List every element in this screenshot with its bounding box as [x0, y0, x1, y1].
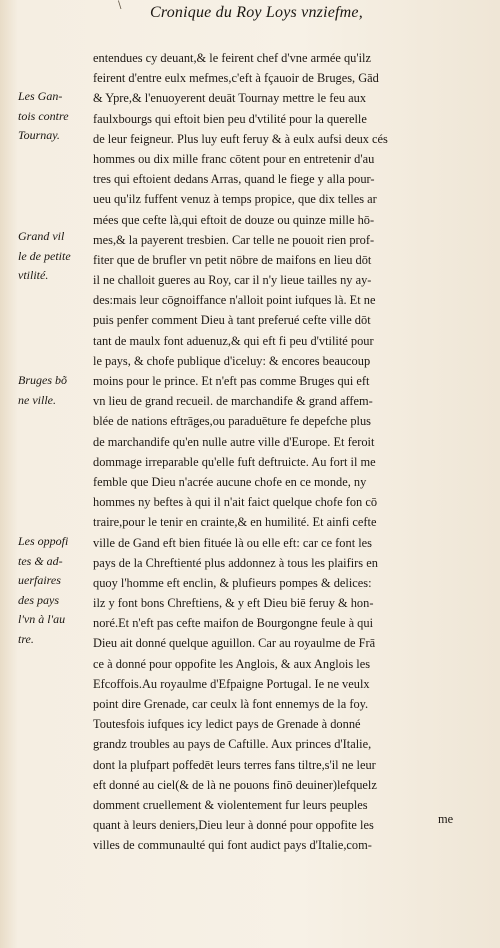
- margin-note-line: l'vn à l'au: [18, 612, 66, 626]
- text-line: fiter que de brufler vn petit nōbre de maifons en lieu dōt: [93, 252, 372, 267]
- text-line: Dieu ait donné quelque aguillon. Car au royaulme de Frā: [93, 636, 376, 651]
- text-line: ce à donné pour oppofite les Anglois, & aux Anglois les: [93, 656, 371, 671]
- text-line: moins pour le prince. Et n'eft pas comme Bruges qui eft: [93, 374, 370, 388]
- text-line: hommes ny beftes à qui il n'ait faict quelque chofe fon cō: [93, 495, 378, 510]
- margin-note-line: Tournay.: [18, 128, 60, 142]
- margin-note-line: tois contre: [18, 108, 69, 123]
- margin-note-line: Bruges bõ: [18, 373, 67, 387]
- text-line: le pays, & chofe publique d'iceluy: & encores beaucoup: [93, 353, 371, 368]
- margin-note-line: des pays: [18, 592, 59, 607]
- text-line: feirent d'entre eulx mefmes,c'eft à fçauoir de Bruges, Gād: [93, 71, 379, 86]
- text-line: femble que Dieu n'acrée aucune chofe en ce monde, ny: [93, 474, 367, 489]
- margin-note-line: vtilité.: [18, 268, 49, 282]
- text-line: pays de la Chreftienté plus addonnez à tous les plaifirs en: [93, 555, 378, 570]
- margin-note-line: tre.: [18, 631, 34, 646]
- text-line: dont la plufpart poffedēt leurs terres fans tiltre,s'il ne leur: [93, 757, 376, 772]
- text-line: domment cruellement & violentement fur leurs peuples: [93, 797, 368, 812]
- body-text: [93, 48, 485, 856]
- text-line: ueu qu'ilz fuffent venuz à temps propice, que dix telles ar: [93, 192, 377, 207]
- text-line: puis penfer comment Dieu à tant preferué cefte ville dōt: [93, 313, 371, 328]
- text-line: Toutesfois iufques icy ledict pays de Grenade à donné: [93, 717, 361, 732]
- text-line: & Ypre,& l'enuoyerent deuāt Tournay mettre le feu aux: [93, 91, 367, 106]
- text-line: mes,& la payerent tresbien. Car telle ne pouoit rien prof-: [93, 232, 375, 247]
- text-line: de marchandife qu'en nulle autre ville d'Europe. Et feroit: [93, 434, 375, 449]
- corner-mark: \: [118, 0, 122, 11]
- margin-note-bruges: [18, 371, 94, 410]
- margin-note-line: uerfaires: [18, 573, 61, 587]
- text-line: dommage irreparable qu'elle fuft deftruicte. Au fort il me: [93, 454, 376, 469]
- text-line: des:mais leur cōgnoiffance n'alloit point iufques là. Et ne: [93, 293, 376, 308]
- margin-note-line: Grand vil: [18, 229, 65, 243]
- margin-note-line: ne ville.: [18, 392, 56, 407]
- text-line: entendues cy deuant,& le feirent chef d'vne armée qu'ilz: [93, 51, 371, 65]
- text-line: quant à leurs deniers,Dieu leur à donné pour oppofite les: [93, 818, 374, 833]
- text-line: faulxbourgs qui eftoit bien peu d'vtilité pour la querelle: [93, 111, 367, 126]
- text-line: ville de Gand eft bien fituée là ou elle eft: car ce font les: [93, 535, 373, 550]
- text-line: blée de nations eftrāges,ou paraduēture fe depefche plus: [93, 414, 371, 429]
- margin-note-line: tes & ad-: [18, 553, 63, 568]
- margin-note-line: Les Gan-: [18, 89, 63, 103]
- text-line: grandz troubles au pays de Caftille. Aux princes d'Italie,: [93, 737, 372, 752]
- margin-note-line: le de petite: [18, 248, 71, 263]
- text-line: Efcoffois.Au royaulme d'Efpaigne Portugal. Ie ne veulx: [93, 676, 370, 691]
- text-line: mées que cefte là,qui eftoit de douze ou quinze mille hō-: [93, 212, 375, 227]
- margin-note-line: Les oppofi: [18, 534, 69, 548]
- margin-note-oppofites: [18, 532, 94, 649]
- text-line: villes de communaulté qui font audict pays d'Italie,com-: [93, 838, 372, 853]
- text-line: quoy l'homme eft enclin, & plufieurs pompes & delices:: [93, 575, 372, 590]
- margin-note-gantois: [18, 87, 94, 146]
- text-line: hommes ou dix mille franc cōtent pour en entretenir d'au: [93, 151, 375, 166]
- text-line: eft donné au ciel(& de là ne pouons finō deuiner)lefquelz: [93, 777, 377, 792]
- catchword: me: [438, 812, 454, 826]
- text-line: il ne challoit gueres au Roy, car il n'y lieue tailles ny ay-: [93, 273, 372, 288]
- text-line: noré.Et n'eft pas cefte maifon de Bourgongne feule à qui: [93, 616, 374, 631]
- margin-note-grand-ville: [18, 227, 94, 286]
- text-line: de leur feigneur. Plus luy euft feruy & à eulx aufsi deux cés: [93, 131, 388, 146]
- text-line: vn lieu de grand recueil. de marchandife & grand affem-: [93, 394, 373, 409]
- text-line: tant de maulx font aduenuz,& qui eft fi peu d'vtilité pour: [93, 333, 374, 348]
- text-line: tres qui eftoient dedans Arras, quand le fiege y alla pour-: [93, 172, 375, 187]
- running-title: Cronique du Roy Loys vnziefme,: [150, 4, 363, 21]
- text-line: ilz y font bons Chreftiens, & y eft Dieu biē feruy & hon-: [93, 596, 374, 611]
- text-line: traire,pour le tenir en crainte,& en humilité. Et ainfi cefte: [93, 515, 377, 530]
- text-line: point dire Grenade, car ceulx là font ennemys de la foy.: [93, 697, 369, 711]
